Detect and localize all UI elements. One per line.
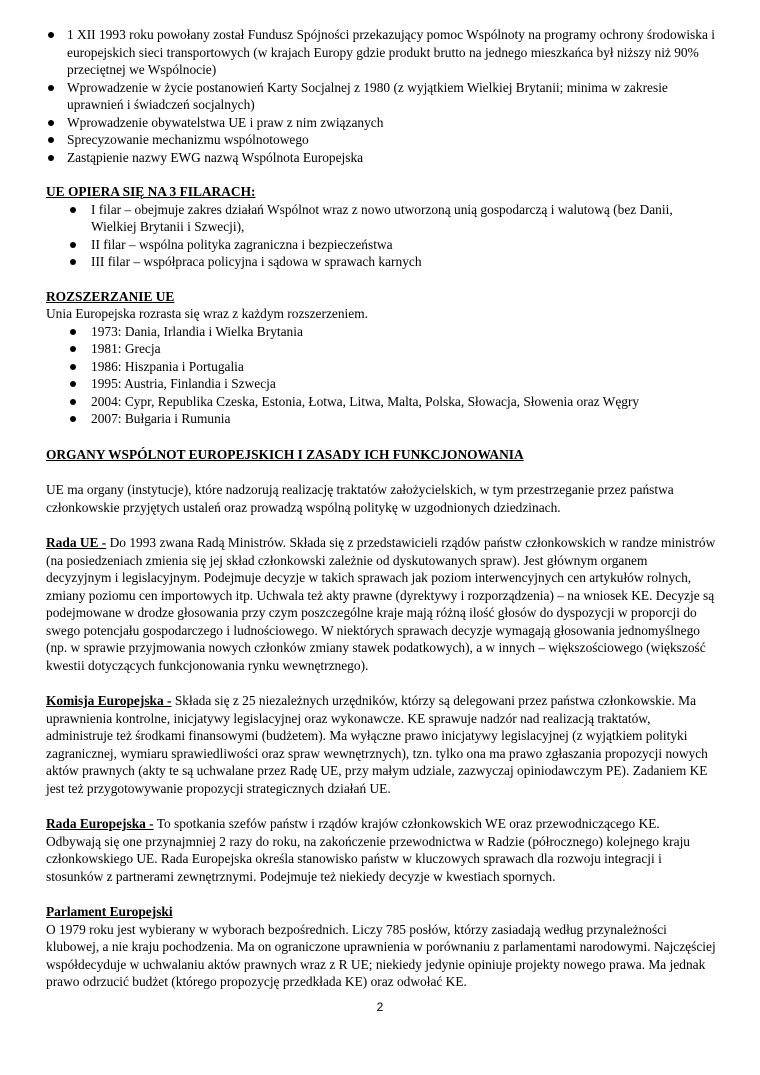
list-item: I filar – obejmuje zakres działań Wspólnot wraz z nowo utworzoną unią gospodarczą i walutową (bez Danii, Wielkiej Brytanii i Szwecji), [46, 201, 716, 236]
organs-heading: ORGANY WSPÓLNOT EUROPEJSKICH I ZASADY ICH FUNKCJONOWANIA [46, 446, 524, 462]
european-council-paragraph [46, 815, 716, 885]
list-item: 1981: Grecja [46, 340, 716, 358]
list-item: III filar – współpraca policyjna i sądowa w sprawach karnych [46, 253, 716, 271]
enlargement-intro: Unia Europejska rozrasta się wraz z każdym rozszerzeniem. [46, 306, 368, 321]
enlargement-list [46, 323, 716, 428]
commission-text: Składa się z 25 niezależnych urzędników, którzy są delegowani przez państwa członkowskie. Ma uprawnienia kontrolne, inicjatywy legislacyjnej oraz wykonawcze. KE sprawuje nadzór nad realizacją traktatów, administruje też środkami finansowymi (budżetem). Ma wyłączne prawo inicjatywy legislacyjnej (z wyjątkiem polityki zagranicznej, wymiaru sprawiedliwości oraz spraw wewnętrznych), tzn. tylko ona ma prawo zgłaszania propozycji nowych aktów prawnych (akty te są uchwalane przez Radę UE, przy małym udziale, zazwyczaj opiniodawczym PE). Zadaniem KE jest też przygotowywanie propozycji strategicznych działań UE. [46, 693, 708, 796]
commission-term: Komisja Europejska - [46, 693, 172, 708]
enlargement-heading: ROZSZERZANIE UE [46, 288, 175, 304]
council-text: Do 1993 zwana Radą Ministrów. Składa się z przedstawicieli rządów państw członkowskich w randze ministrów (na posiedzeniach zmienia się jej skład członkowski zależnie od dyskutowanych spraw). Jest głównym organem decyzyjnym i legislacyjnym. Podejmuje decyzje w takich sprawach jak poziom interwencyjnych cen artykułów rolnych, zmiany poziomu cen importowych itp. Uchwala też akty prawne (dyrektywy i rozporządzenia) – na wniosek KE. Decyzje są podejmowane w drodze głosowania przy czym poszczególne kraje mają różną ilość głosów do dyspozycji w proporcji do swego potencjału gospodarczego i ludnościowego. W niektórych sprawach decyzje wymagają głosowania jednomyślnego (np. w sprawie przyjmowania nowych członków zmiany stawek podatkowych), a w innych – większościowego (większość kwestii dotyczących funkcjonowania rynku wewnętrznego). [46, 535, 716, 673]
european-council-term: Rada Europejska - [46, 816, 154, 831]
list-item: 2007: Bułgaria i Rumunia [46, 410, 716, 428]
intro-bullet-list [46, 26, 716, 166]
organs-intro: UE ma organy (instytucje), które nadzorują realizację traktatów założycielskich, w tym przestrzeganie przez państwa członkowskie przyjętych ustaleń oraz prowadzą wspólną politykę w uzgodnionych dziedzinach. [46, 482, 674, 515]
commission-paragraph [46, 692, 716, 797]
pillars-list [46, 201, 716, 271]
parliament-heading: Parlament Europejski [46, 904, 173, 919]
council-term: Rada UE - [46, 535, 107, 550]
list-item: 1 XII 1993 roku powołany został Fundusz Spójności przekazujący pomoc Wspólnoty na programy ochrony środowiska i europejskich sieci transportowych (w krajach Europy gdzie produkt brutto na jednego mieszkańca był niższy niż 90% przeciętnej we Wspólnocie) [46, 26, 716, 79]
page-content [46, 26, 716, 991]
list-item: 2004: Cypr, Republika Czeska, Estonia, Łotwa, Litwa, Malta, Polska, Słowacja, Słowenia oraz Węgry [46, 393, 716, 411]
list-item: Wprowadzenie w życie postanowień Karty Socjalnej z 1980 (z wyjątkiem Wielkiej Brytanii; minima w zakresie uprawnień i świadczeń socjalnych) [46, 79, 716, 114]
list-item: Sprecyzowanie mechanizmu wspólnotowego [46, 131, 716, 149]
list-item: 1986: Hiszpania i Portugalia [46, 358, 716, 376]
parliament-text: O 1979 roku jest wybierany w wyborach bezpośrednich. Liczy 785 posłów, którzy zasiadają według przynależności klubowej, a nie kraju pochodzenia. Ma on ograniczone uprawnienia w porównaniu z parlamentami narodowymi. Najczęściej współdecyduje w uchwalaniu aktów prawnych wraz z R UE; niekiedy jedynie opiniuje projekty nowego prawa. Ma jednak prawo odrzucić budżet (którego propozycję przedkłada KE) oraz odwołać KE. [46, 921, 716, 989]
council-paragraph [46, 534, 716, 674]
list-item: 1995: Austria, Finlandia i Szwecja [46, 375, 716, 393]
page-number: 2 [376, 1000, 384, 1014]
european-council-text: To spotkania szefów państw i rządów krajów członkowskich WE oraz przewodniczącego KE. Odbywają się one przynajmniej 2 razy do roku, na zakończenie przewodnictwa w Radzie (półrocznego) kolejnego kraju członkowskiego UE. Rada Europejska określa stanowisko państw w kluczowych sprawach dla rozwoju integracji i stosunków z partnerami zewnętrznymi. Podejmuje też niekiedy decyzje w kwestiach spornych. [46, 816, 690, 884]
pillars-heading: UE OPIERA SIĘ NA 3 FILARACH: [46, 184, 256, 199]
list-item: Wprowadzenie obywatelstwa UE i praw z nim związanych [46, 114, 716, 132]
list-item: II filar – wspólna polityka zagraniczna i bezpieczeństwa [46, 236, 716, 254]
list-item: 1973: Dania, Irlandia i Wielka Brytania [46, 323, 716, 341]
list-item: Zastąpienie nazwy EWG nazwą Wspólnota Europejska [46, 149, 716, 167]
